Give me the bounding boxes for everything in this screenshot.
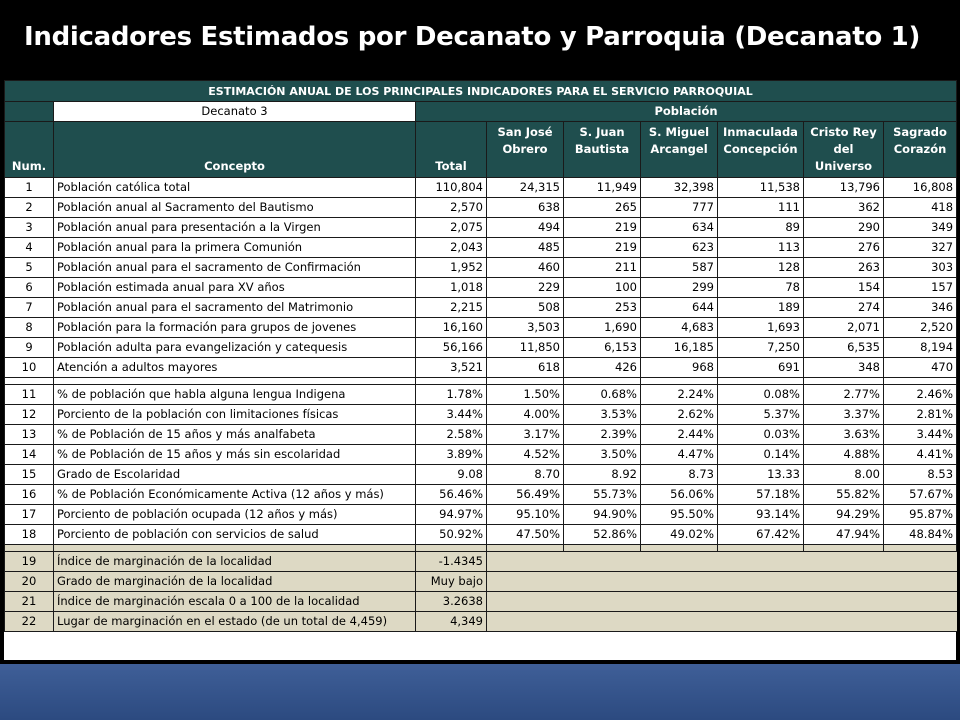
row-value: 0.03% — [718, 425, 804, 445]
row-empty-cell — [804, 612, 884, 632]
table-row — [5, 525, 957, 545]
header-parish-line2: Bautista — [574, 142, 630, 156]
row-num: 7 — [5, 298, 54, 318]
row-empty-cell — [487, 552, 564, 572]
row-empty-cell — [641, 552, 718, 572]
row-value: 11,538 — [718, 178, 804, 198]
row-total: 1,018 — [416, 278, 487, 298]
header-concepto: Concepto — [54, 122, 416, 178]
row-value: 57.18% — [718, 485, 804, 505]
header-parish-line3 — [566, 158, 638, 175]
table-row — [5, 505, 957, 525]
row-concepto: Población estimada anual para XV años — [54, 278, 416, 298]
slide-title: Indicadores Estimados por Decanato y Parroquia (Decanato 1) — [24, 22, 921, 52]
row-value: 13,796 — [804, 178, 884, 198]
row-value: 8.73 — [641, 465, 718, 485]
row-value: 11,850 — [487, 338, 564, 358]
row-total: 1.78% — [416, 385, 487, 405]
row-value: 4.00% — [487, 405, 564, 425]
row-value: 24,315 — [487, 178, 564, 198]
row-value: 0.08% — [718, 385, 804, 405]
table-row — [5, 465, 957, 485]
row-value: 100 — [564, 278, 641, 298]
header-parish-line2: Concepción — [723, 142, 798, 156]
row-num: 5 — [5, 258, 54, 278]
row-value: 346 — [884, 298, 957, 318]
row-total: 16,160 — [416, 318, 487, 338]
row-empty-cell — [718, 612, 804, 632]
row-value: 4.47% — [641, 445, 718, 465]
header-parish-line2: del — [833, 142, 854, 156]
row-concepto: % de Población Económicamente Activa (12 años y más) — [54, 485, 416, 505]
header-parish-line1: S. Miguel — [648, 125, 710, 139]
row-value: 2.24% — [641, 385, 718, 405]
header-parish — [487, 122, 564, 178]
row-value: 56.06% — [641, 485, 718, 505]
row-value: 55.73% — [564, 485, 641, 505]
row-value: 2.44% — [641, 425, 718, 445]
row-empty-cell — [641, 572, 718, 592]
row-value: 3.37% — [804, 405, 884, 425]
row-total: 50.92% — [416, 525, 487, 545]
row-value: 349 — [884, 218, 957, 238]
row-total: 2,570 — [416, 198, 487, 218]
row-num: 8 — [5, 318, 54, 338]
indicators-table-container — [4, 80, 956, 660]
row-value: 8.00 — [804, 465, 884, 485]
row-empty-cell — [641, 592, 718, 612]
spacer-cell — [54, 378, 416, 385]
row-value: 95.10% — [487, 505, 564, 525]
spacer-cell — [641, 545, 718, 552]
row-value: 634 — [641, 218, 718, 238]
row-value: 4,683 — [641, 318, 718, 338]
row-value: 13.33 — [718, 465, 804, 485]
spacer-cell — [487, 378, 564, 385]
row-num: 17 — [5, 505, 54, 525]
row-value: 57.67% — [884, 485, 957, 505]
table-main-title: ESTIMACIÓN ANUAL DE LOS PRINCIPALES INDICADORES PARA EL SERVICIO PARROQUIAL — [5, 81, 957, 102]
row-value: 2,520 — [884, 318, 957, 338]
row-total: 94.97% — [416, 505, 487, 525]
header-parish-line3 — [643, 158, 715, 175]
row-concepto: Población anual al Sacramento del Bautismo — [54, 198, 416, 218]
header-parish — [564, 122, 641, 178]
row-value: 2,071 — [804, 318, 884, 338]
table-row — [5, 238, 957, 258]
row-value: 485 — [487, 238, 564, 258]
row-concepto: Porciento de la población con limitaciones físicas — [54, 405, 416, 425]
spacer-cell — [804, 545, 884, 552]
spacer-cell — [564, 545, 641, 552]
row-value: 691 — [718, 358, 804, 378]
header-parish-line1: Sagrado — [893, 125, 947, 139]
row-empty-cell — [718, 592, 804, 612]
row-concepto: Grado de marginación de la localidad — [54, 572, 416, 592]
row-value: 219 — [564, 218, 641, 238]
row-empty-cell — [884, 612, 957, 632]
table-row — [5, 178, 957, 198]
row-value: 0.14% — [718, 445, 804, 465]
row-value: 1,690 — [564, 318, 641, 338]
row-concepto: % de Población de 15 años y más sin escolaridad — [54, 445, 416, 465]
row-value: 2.81% — [884, 405, 957, 425]
row-empty-cell — [804, 552, 884, 572]
table-row — [5, 612, 957, 632]
table-row — [5, 358, 957, 378]
table-row — [5, 258, 957, 278]
row-value: 16,808 — [884, 178, 957, 198]
header-parish-line3 — [720, 158, 801, 175]
row-num: 14 — [5, 445, 54, 465]
header-parish-line2: Obrero — [502, 142, 548, 156]
row-empty-cell — [564, 572, 641, 592]
spacer-cell — [884, 378, 957, 385]
table-row — [5, 318, 957, 338]
row-total: -1.4345 — [416, 552, 487, 572]
row-value: 55.82% — [804, 485, 884, 505]
spacer-cell — [5, 545, 54, 552]
row-value: 5.37% — [718, 405, 804, 425]
header-parish-line3: Universo — [814, 159, 873, 173]
row-value: 418 — [884, 198, 957, 218]
row-concepto: Índice de marginación de la localidad — [54, 552, 416, 572]
header-spacer-cell — [5, 102, 54, 122]
indicators-table — [4, 80, 957, 632]
row-concepto: Atención a adultos mayores — [54, 358, 416, 378]
poblacion-header: Población — [416, 102, 957, 122]
row-num: 20 — [5, 572, 54, 592]
row-empty-cell — [564, 552, 641, 572]
row-total: 56,166 — [416, 338, 487, 358]
row-value: 8,194 — [884, 338, 957, 358]
row-value: 290 — [804, 218, 884, 238]
row-total: 2,043 — [416, 238, 487, 258]
row-empty-cell — [718, 572, 804, 592]
row-empty-cell — [487, 572, 564, 592]
row-num: 11 — [5, 385, 54, 405]
spacer-cell — [5, 378, 54, 385]
row-concepto: Población adulta para evangelización y catequesis — [54, 338, 416, 358]
row-value: 113 — [718, 238, 804, 258]
row-value: 253 — [564, 298, 641, 318]
row-empty-cell — [804, 572, 884, 592]
row-empty-cell — [884, 592, 957, 612]
header-parish-line1: Inmaculada — [723, 125, 798, 139]
row-value: 0.68% — [564, 385, 641, 405]
row-value: 777 — [641, 198, 718, 218]
row-total: 3.89% — [416, 445, 487, 465]
row-value: 4.88% — [804, 445, 884, 465]
row-value: 78 — [718, 278, 804, 298]
row-value: 8.70 — [487, 465, 564, 485]
spacer-cell — [487, 545, 564, 552]
row-value: 3,503 — [487, 318, 564, 338]
header-parish-line3 — [886, 158, 954, 175]
row-value: 8.92 — [564, 465, 641, 485]
row-value: 47.94% — [804, 525, 884, 545]
row-num: 2 — [5, 198, 54, 218]
row-num: 10 — [5, 358, 54, 378]
row-value: 16,185 — [641, 338, 718, 358]
spacer-cell — [718, 378, 804, 385]
row-value: 265 — [564, 198, 641, 218]
row-concepto: Grado de Escolaridad — [54, 465, 416, 485]
row-concepto: % de Población de 15 años y más analfabeta — [54, 425, 416, 445]
row-value: 618 — [487, 358, 564, 378]
row-concepto: Población anual para el sacramento de Confirmación — [54, 258, 416, 278]
row-value: 1.50% — [487, 385, 564, 405]
row-total: Muy bajo — [416, 572, 487, 592]
row-value: 154 — [804, 278, 884, 298]
spacer-row — [5, 378, 957, 385]
row-total: 3,521 — [416, 358, 487, 378]
table-row — [5, 278, 957, 298]
row-total: 2.58% — [416, 425, 487, 445]
row-value: 623 — [641, 238, 718, 258]
table-row — [5, 485, 957, 505]
row-total: 3.2638 — [416, 592, 487, 612]
row-value: 426 — [564, 358, 641, 378]
row-total: 2,215 — [416, 298, 487, 318]
header-parish-line3 — [489, 158, 561, 175]
row-concepto: Población anual para presentación a la Virgen — [54, 218, 416, 238]
row-value: 93.14% — [718, 505, 804, 525]
row-total: 3.44% — [416, 405, 487, 425]
row-empty-cell — [804, 592, 884, 612]
row-concepto: Población anual para el sacramento del Matrimonio — [54, 298, 416, 318]
row-value: 2.62% — [641, 405, 718, 425]
row-empty-cell — [884, 552, 957, 572]
row-value: 47.50% — [487, 525, 564, 545]
row-value: 3.63% — [804, 425, 884, 445]
row-num: 13 — [5, 425, 54, 445]
row-value: 362 — [804, 198, 884, 218]
spacer-cell — [416, 378, 487, 385]
row-value: 2.46% — [884, 385, 957, 405]
row-value: 8.53 — [884, 465, 957, 485]
row-value: 3.44% — [884, 425, 957, 445]
header-parish — [884, 122, 957, 178]
header-parish — [804, 122, 884, 178]
row-value: 2.77% — [804, 385, 884, 405]
row-value: 494 — [487, 218, 564, 238]
row-total: 4,349 — [416, 612, 487, 632]
row-value: 11,949 — [564, 178, 641, 198]
row-value: 219 — [564, 238, 641, 258]
spacer-cell — [884, 545, 957, 552]
row-value: 7,250 — [718, 338, 804, 358]
row-num: 12 — [5, 405, 54, 425]
spacer-cell — [54, 545, 416, 552]
row-value: 2.39% — [564, 425, 641, 445]
row-num: 16 — [5, 485, 54, 505]
header-parish-line2: Corazón — [893, 142, 947, 156]
row-value: 327 — [884, 238, 957, 258]
row-value: 274 — [804, 298, 884, 318]
row-num: 6 — [5, 278, 54, 298]
row-concepto: Porciento de población con servicios de salud — [54, 525, 416, 545]
row-value: 3.50% — [564, 445, 641, 465]
row-value: 638 — [487, 198, 564, 218]
row-value: 67.42% — [718, 525, 804, 545]
row-value: 56.49% — [487, 485, 564, 505]
header-total: Total — [416, 122, 487, 178]
table-row — [5, 385, 957, 405]
spacer-cell — [564, 378, 641, 385]
header-parish-line1: S. Juan — [579, 125, 625, 139]
row-num: 9 — [5, 338, 54, 358]
row-value: 95.87% — [884, 505, 957, 525]
row-total: 56.46% — [416, 485, 487, 505]
row-value: 128 — [718, 258, 804, 278]
row-value: 211 — [564, 258, 641, 278]
row-value: 94.29% — [804, 505, 884, 525]
row-empty-cell — [564, 592, 641, 612]
row-value: 460 — [487, 258, 564, 278]
table-row — [5, 298, 957, 318]
row-value: 276 — [804, 238, 884, 258]
row-empty-cell — [487, 612, 564, 632]
header-parish — [641, 122, 718, 178]
row-total: 1,952 — [416, 258, 487, 278]
header-parish-line1: San José — [497, 125, 553, 139]
header-parish — [718, 122, 804, 178]
row-value: 4.52% — [487, 445, 564, 465]
row-empty-cell — [884, 572, 957, 592]
row-value: 968 — [641, 358, 718, 378]
row-value: 3.53% — [564, 405, 641, 425]
row-value: 49.02% — [641, 525, 718, 545]
table-row — [5, 218, 957, 238]
row-num: 22 — [5, 612, 54, 632]
row-value: 94.90% — [564, 505, 641, 525]
spacer-cell — [416, 545, 487, 552]
row-num: 1 — [5, 178, 54, 198]
row-empty-cell — [487, 592, 564, 612]
row-value: 299 — [641, 278, 718, 298]
row-value: 111 — [718, 198, 804, 218]
row-value: 95.50% — [641, 505, 718, 525]
row-value: 89 — [718, 218, 804, 238]
title-bar — [0, 0, 960, 78]
row-empty-cell — [718, 552, 804, 572]
table-row — [5, 552, 957, 572]
row-concepto: Índice de marginación escala 0 a 100 de la localidad — [54, 592, 416, 612]
table-row — [5, 425, 957, 445]
table-row — [5, 338, 957, 358]
row-concepto: % de población que habla alguna lengua Indigena — [54, 385, 416, 405]
table-row — [5, 405, 957, 425]
table-row — [5, 592, 957, 612]
row-concepto: Porciento de población ocupada (12 años y más) — [54, 505, 416, 525]
row-concepto: Población para la formación para grupos de jovenes — [54, 318, 416, 338]
row-value: 303 — [884, 258, 957, 278]
table-row — [5, 445, 957, 465]
row-value: 348 — [804, 358, 884, 378]
spacer-cell — [641, 378, 718, 385]
row-value: 189 — [718, 298, 804, 318]
row-value: 644 — [641, 298, 718, 318]
row-value: 263 — [804, 258, 884, 278]
row-value: 32,398 — [641, 178, 718, 198]
row-num: 18 — [5, 525, 54, 545]
row-value: 52.86% — [564, 525, 641, 545]
bottom-decorative-band — [0, 664, 960, 720]
row-num: 4 — [5, 238, 54, 258]
row-value: 4.41% — [884, 445, 957, 465]
row-empty-cell — [564, 612, 641, 632]
row-total: 9.08 — [416, 465, 487, 485]
row-empty-cell — [641, 612, 718, 632]
spacer-cell — [718, 545, 804, 552]
header-parish-line1: Cristo Rey — [810, 125, 877, 139]
row-num: 19 — [5, 552, 54, 572]
row-value: 508 — [487, 298, 564, 318]
row-num: 3 — [5, 218, 54, 238]
row-num: 15 — [5, 465, 54, 485]
row-num: 21 — [5, 592, 54, 612]
header-num: Num. — [5, 122, 54, 178]
row-value: 48.84% — [884, 525, 957, 545]
row-value: 470 — [884, 358, 957, 378]
decanato-label: Decanato 3 — [54, 102, 416, 122]
row-value: 157 — [884, 278, 957, 298]
header-parish-line2: Arcangel — [650, 142, 708, 156]
table-row — [5, 572, 957, 592]
row-total: 110,804 — [416, 178, 487, 198]
row-value: 6,153 — [564, 338, 641, 358]
row-value: 6,535 — [804, 338, 884, 358]
row-value: 587 — [641, 258, 718, 278]
row-total: 2,075 — [416, 218, 487, 238]
row-value: 1,693 — [718, 318, 804, 338]
spacer-row — [5, 545, 957, 552]
table-row — [5, 198, 957, 218]
row-concepto: Lugar de marginación en el estado (de un total de 4,459) — [54, 612, 416, 632]
spacer-cell — [804, 378, 884, 385]
row-concepto: Población anual para la primera Comunión — [54, 238, 416, 258]
row-value: 3.17% — [487, 425, 564, 445]
row-value: 229 — [487, 278, 564, 298]
row-concepto: Población católica total — [54, 178, 416, 198]
